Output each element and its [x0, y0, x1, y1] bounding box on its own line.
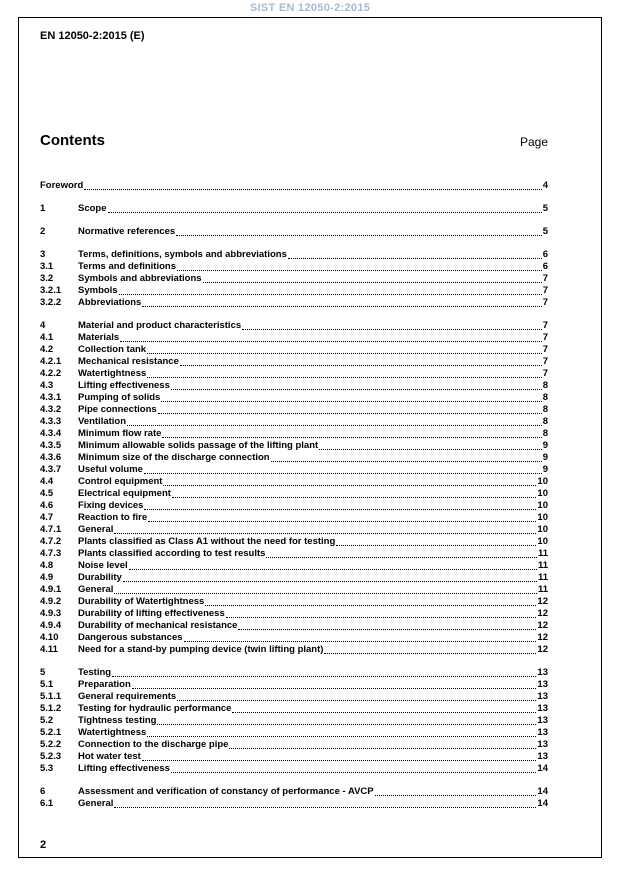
toc-leader-dots: [147, 736, 536, 737]
toc-entry[interactable]: [40, 608, 548, 620]
toc-entry-page: 12: [537, 596, 548, 607]
toc-entry[interactable]: [40, 476, 548, 488]
toc-entry-title: Tightness testing: [78, 715, 157, 726]
toc-entry-title: Reaction to fire: [78, 512, 148, 523]
toc-entry-page: 13: [537, 739, 548, 750]
toc-entry-page: 13: [537, 691, 548, 702]
toc-leader-dots: [114, 593, 537, 594]
toc-entry[interactable]: [40, 273, 548, 285]
toc-entry-number: 4.7.2: [40, 536, 62, 547]
toc-entry[interactable]: [40, 632, 548, 644]
toc-entry-title: Scope: [78, 203, 107, 214]
toc-list: [40, 180, 548, 821]
toc-entry-number: 5.1: [40, 679, 54, 690]
toc-leader-dots: [120, 341, 542, 342]
toc-entry[interactable]: [40, 500, 548, 512]
toc-entry[interactable]: [40, 452, 548, 464]
toc-entry-title: Terms, definitions, symbols and abbreviations: [78, 249, 287, 260]
toc-entry-page: 10: [537, 488, 548, 499]
toc-entry[interactable]: [40, 584, 548, 596]
toc-entry[interactable]: [40, 727, 548, 739]
toc-entry-number: 5.3: [40, 763, 54, 774]
toc-entry[interactable]: [40, 620, 548, 632]
toc-entry[interactable]: [40, 249, 548, 261]
toc-entry-title: Normative references: [78, 226, 176, 237]
toc-entry-number: 2: [40, 226, 46, 237]
toc-entry-number: 4.5: [40, 488, 54, 499]
toc-entry-number: 4.3.1: [40, 392, 62, 403]
toc-leader-dots: [127, 425, 542, 426]
toc-leader-dots: [226, 617, 537, 618]
toc-entry[interactable]: [40, 332, 548, 344]
toc-entry-number: 3.2: [40, 273, 54, 284]
toc-entry-page: 14: [537, 798, 548, 809]
toc-entry-number: 4.1: [40, 332, 54, 343]
toc-entry-page: 8: [542, 380, 548, 391]
toc-leader-dots: [158, 413, 542, 414]
toc-entry-number: 6.1: [40, 798, 54, 809]
toc-entry-page: 7: [542, 344, 548, 355]
toc-entry-title: General: [78, 798, 114, 809]
toc-entry-page: 7: [542, 368, 548, 379]
toc-entry-title: Ventilation: [78, 416, 127, 427]
toc-entry-title: Foreword: [40, 180, 84, 191]
toc-entry-page: 10: [537, 536, 548, 547]
toc-entry-title: Durability of lifting effectiveness: [78, 608, 225, 619]
toc-entry-page: 14: [537, 786, 548, 797]
toc-entry-page: 12: [537, 644, 548, 655]
toc-group: [40, 180, 548, 192]
toc-entry-page: 7: [542, 356, 548, 367]
toc-entry-title: Durability of mechanical resistance: [78, 620, 238, 631]
toc-entry-page: 13: [537, 715, 548, 726]
toc-entry-title: Terms and definitions: [78, 261, 177, 272]
toc-leader-dots: [112, 676, 536, 677]
toc-entry-number: 5.2.1: [40, 727, 62, 738]
toc-entry-number: 6: [40, 786, 46, 797]
toc-entry-number: 4.3.6: [40, 452, 62, 463]
toc-entry-number: 4.7.3: [40, 548, 62, 559]
toc-entry[interactable]: [40, 428, 548, 440]
toc-entry-title: Material and product characteristics: [78, 320, 242, 331]
toc-entry-number: 4: [40, 320, 46, 331]
toc-entry-page: 7: [542, 273, 548, 284]
toc-entry-title: Plants classified according to test results: [78, 548, 266, 559]
toc-leader-dots: [180, 365, 542, 366]
toc-group: [40, 226, 548, 238]
toc-leader-dots: [232, 712, 536, 713]
document-reference: EN 12050-2:2015 (E): [40, 30, 145, 42]
toc-entry[interactable]: [40, 464, 548, 476]
toc-entry-number: 3.2.2: [40, 297, 62, 308]
toc-entry-title: Fixing devices: [78, 500, 144, 511]
toc-entry-page: 9: [542, 464, 548, 475]
toc-entry[interactable]: [40, 416, 548, 428]
toc-entry[interactable]: [40, 679, 548, 691]
toc-entry[interactable]: [40, 344, 548, 356]
toc-leader-dots: [271, 461, 542, 462]
toc-entry-page: 6: [542, 249, 548, 260]
toc-entry[interactable]: [40, 226, 548, 238]
toc-entry-number: 4.11: [40, 644, 58, 655]
toc-entry-title: General requirements: [78, 691, 177, 702]
toc-entry[interactable]: [40, 548, 548, 560]
toc-leader-dots: [142, 760, 537, 761]
toc-leader-dots: [184, 641, 537, 642]
toc-entry-number: 4.7.1: [40, 524, 62, 535]
toc-entry-page: 10: [537, 512, 548, 523]
toc-entry-title: Useful volume: [78, 464, 143, 475]
toc-entry-title: Pumping of solids: [78, 392, 161, 403]
toc-leader-dots: [229, 748, 536, 749]
toc-leader-dots: [324, 653, 536, 654]
toc-entry-title: Durability of Watertightness: [78, 596, 205, 607]
toc-entry-number: 4.3: [40, 380, 54, 391]
toc-leader-dots: [114, 533, 536, 534]
toc-leader-dots: [203, 282, 542, 283]
toc-entry[interactable]: [40, 536, 548, 548]
page-column-label: Page: [519, 135, 548, 149]
toc-entry-page: 13: [537, 727, 548, 738]
toc-entry-page: 10: [537, 500, 548, 511]
toc-entry-number: 4.3.3: [40, 416, 62, 427]
toc-leader-dots: [132, 688, 537, 689]
toc-entry[interactable]: [40, 180, 548, 192]
toc-entry-page: 7: [542, 320, 548, 331]
toc-entry-page: 7: [542, 332, 548, 343]
toc-entry-page: 8: [542, 404, 548, 415]
toc-entry[interactable]: [40, 261, 548, 273]
toc-entry-title: Lifting effectiveness: [78, 380, 170, 391]
toc-entry-title: Dangerous substances: [78, 632, 183, 643]
toc-entry[interactable]: [40, 524, 548, 536]
toc-entry[interactable]: [40, 786, 548, 798]
toc-entry-page: 14: [537, 763, 548, 774]
toc-leader-dots: [147, 353, 542, 354]
toc-entry[interactable]: [40, 596, 548, 608]
toc-group: [40, 249, 548, 309]
toc-entry-title: General: [78, 584, 114, 595]
toc-entry[interactable]: [40, 691, 548, 703]
toc-entry-title: Plants classified as Class A1 without the need for testing: [78, 536, 336, 547]
toc-entry[interactable]: [40, 392, 548, 404]
toc-leader-dots: [108, 212, 542, 213]
toc-entry-number: 1: [40, 203, 46, 214]
toc-entry[interactable]: [40, 512, 548, 524]
toc-leader-dots: [148, 521, 536, 522]
toc-entry[interactable]: [40, 739, 548, 751]
toc-entry-number: 4.4: [40, 476, 54, 487]
toc-leader-dots: [144, 509, 536, 510]
toc-leader-dots: [177, 700, 536, 701]
toc-entry[interactable]: [40, 356, 548, 368]
toc-entry[interactable]: [40, 320, 548, 332]
toc-entry-number: 3.2.1: [40, 285, 62, 296]
toc-leader-dots: [336, 545, 536, 546]
toc-entry-title: Lifting effectiveness: [78, 763, 170, 774]
toc-entry-title: Testing: [78, 667, 112, 678]
contents-header: [40, 132, 548, 149]
toc-entry-number: 4.6: [40, 500, 54, 511]
toc-entry-title: Control equipment: [78, 476, 163, 487]
toc-entry[interactable]: [40, 751, 548, 763]
toc-entry-page: 8: [542, 392, 548, 403]
toc-entry-number: 4.2: [40, 344, 54, 355]
toc-entry[interactable]: [40, 644, 548, 656]
toc-entry-number: 4.10: [40, 632, 59, 643]
toc-leader-dots: [162, 437, 541, 438]
toc-entry-page: 8: [542, 428, 548, 439]
toc-entry-page: 7: [542, 297, 548, 308]
toc-group: [40, 320, 548, 656]
toc-entry-number: 5.2.3: [40, 751, 62, 762]
toc-group: [40, 203, 548, 215]
footer-page-number: 2: [40, 839, 47, 851]
toc-entry[interactable]: [40, 763, 548, 775]
toc-entry-title: Electrical equipment: [78, 488, 171, 499]
toc-leader-dots: [161, 401, 541, 402]
toc-entry-page: 9: [542, 440, 548, 451]
toc-entry-number: 3: [40, 249, 46, 260]
toc-entry[interactable]: [40, 203, 548, 215]
toc-entry-page: 13: [537, 667, 548, 678]
toc-leader-dots: [319, 449, 542, 450]
toc-entry-title: Collection tank: [78, 344, 147, 355]
toc-entry-number: 5: [40, 667, 46, 678]
toc-leader-dots: [129, 569, 537, 570]
toc-entry-number: 4.3.4: [40, 428, 62, 439]
toc-entry-page: 13: [537, 679, 548, 690]
toc-entry[interactable]: [40, 440, 548, 452]
toc-leader-dots: [163, 485, 536, 486]
toc-entry-title: Watertightness: [78, 727, 147, 738]
toc-entry-page: 10: [537, 476, 548, 487]
toc-entry-title: Symbols and abbreviations: [78, 273, 202, 284]
toc-leader-dots: [119, 294, 542, 295]
toc-entry[interactable]: [40, 297, 548, 309]
toc-entry-number: 3.1: [40, 261, 54, 272]
toc-entry-title: General: [78, 524, 114, 535]
toc-entry-number: 4.7: [40, 512, 54, 523]
toc-entry-title: Materials: [78, 332, 120, 343]
toc-entry-number: 5.2.2: [40, 739, 62, 750]
toc-leader-dots: [144, 473, 542, 474]
toc-entry-number: 4.2.2: [40, 368, 62, 379]
toc-entry-page: 6: [542, 261, 548, 272]
toc-entry[interactable]: [40, 703, 548, 715]
toc-entry[interactable]: [40, 285, 548, 297]
toc-entry-page: 8: [542, 416, 548, 427]
toc-entry-number: 4.3.5: [40, 440, 62, 451]
toc-leader-dots: [123, 581, 537, 582]
toc-entry[interactable]: [40, 667, 548, 679]
toc-entry-title: Minimum size of the discharge connection: [78, 452, 270, 463]
toc-leader-dots: [238, 629, 536, 630]
toc-entry[interactable]: [40, 798, 548, 810]
toc-group: [40, 786, 548, 810]
toc-entry[interactable]: [40, 404, 548, 416]
toc-entry-number: 4.2.1: [40, 356, 62, 367]
toc-leader-dots: [242, 329, 542, 330]
toc-group: [40, 667, 548, 775]
toc-leader-dots: [171, 389, 542, 390]
toc-entry-title: Hot water test: [78, 751, 141, 762]
toc-entry-number: 4.8: [40, 560, 54, 571]
toc-entry-number: 4.9.2: [40, 596, 62, 607]
toc-entry-page: 11: [537, 584, 548, 595]
toc-entry-title: Assessment and verification of constancy of performance - AVCP: [78, 786, 374, 797]
toc-leader-dots: [288, 258, 542, 259]
toc-entry-title: Preparation: [78, 679, 131, 690]
toc-entry-page: 12: [537, 608, 548, 619]
toc-entry-page: 11: [537, 572, 548, 583]
toc-entry-number: 5.1.2: [40, 703, 62, 714]
toc-entry-number: 4.3.2: [40, 404, 62, 415]
watermark-text: SIST EN 12050-2:2015: [249, 2, 371, 14]
toc-entry-title: Symbols: [78, 285, 118, 296]
toc-entry-title: Pipe connections: [78, 404, 157, 415]
toc-leader-dots: [142, 306, 541, 307]
toc-entry-page: 5: [542, 226, 548, 237]
toc-entry-title: Connection to the discharge pipe: [78, 739, 229, 750]
toc-entry-number: 4.9: [40, 572, 54, 583]
toc-leader-dots: [157, 724, 536, 725]
toc-entry-page: 7: [542, 285, 548, 296]
toc-entry[interactable]: [40, 368, 548, 380]
toc-leader-dots: [266, 557, 537, 558]
toc-entry-number: 4.9.4: [40, 620, 62, 631]
toc-entry-title: Noise level: [78, 560, 128, 571]
toc-leader-dots: [147, 377, 541, 378]
toc-entry-title: Abbreviations: [78, 297, 142, 308]
toc-entry-page: 12: [537, 620, 548, 631]
toc-entry-number: 4.9.3: [40, 608, 62, 619]
toc-leader-dots: [176, 235, 542, 236]
toc-entry-number: 4.3.7: [40, 464, 62, 475]
toc-leader-dots: [171, 772, 537, 773]
toc-entry-number: 5.2: [40, 715, 54, 726]
toc-entry-title: Mechanical resistance: [78, 356, 179, 367]
toc-entry-title: Need for a stand-by pumping device (twin lifting plant): [78, 644, 324, 655]
toc-entry-number: 4.9.1: [40, 584, 62, 595]
toc-leader-dots: [177, 270, 542, 271]
toc-leader-dots: [205, 605, 536, 606]
toc-leader-dots: [375, 795, 537, 796]
toc-entry-title: Testing for hydraulic performance: [78, 703, 232, 714]
toc-entry-title: Watertightness: [78, 368, 147, 379]
toc-entry-title: Durability: [78, 572, 122, 583]
toc-entry[interactable]: [40, 560, 548, 572]
toc-entry-page: 10: [537, 524, 548, 535]
toc-entry-page: 13: [537, 751, 548, 762]
toc-entry-page: 13: [537, 703, 548, 714]
toc-entry-page: 4: [542, 180, 548, 191]
toc-entry-page: 11: [537, 560, 548, 571]
toc-entry[interactable]: [40, 380, 548, 392]
toc-entry[interactable]: [40, 572, 548, 584]
contents-title: Contents: [40, 132, 105, 149]
toc-entry[interactable]: [40, 715, 548, 727]
toc-leader-dots: [172, 497, 537, 498]
toc-entry-page: 12: [537, 632, 548, 643]
toc-entry-page: 11: [537, 548, 548, 559]
toc-entry-page: 9: [542, 452, 548, 463]
toc-entry[interactable]: [40, 488, 548, 500]
toc-leader-dots: [114, 807, 536, 808]
toc-entry-page: 5: [542, 203, 548, 214]
toc-entry-number: 5.1.1: [40, 691, 62, 702]
toc-entry-title: Minimum flow rate: [78, 428, 162, 439]
toc-entry-title: Minimum allowable solids passage of the lifting plant: [78, 440, 319, 451]
toc-leader-dots: [84, 189, 541, 190]
